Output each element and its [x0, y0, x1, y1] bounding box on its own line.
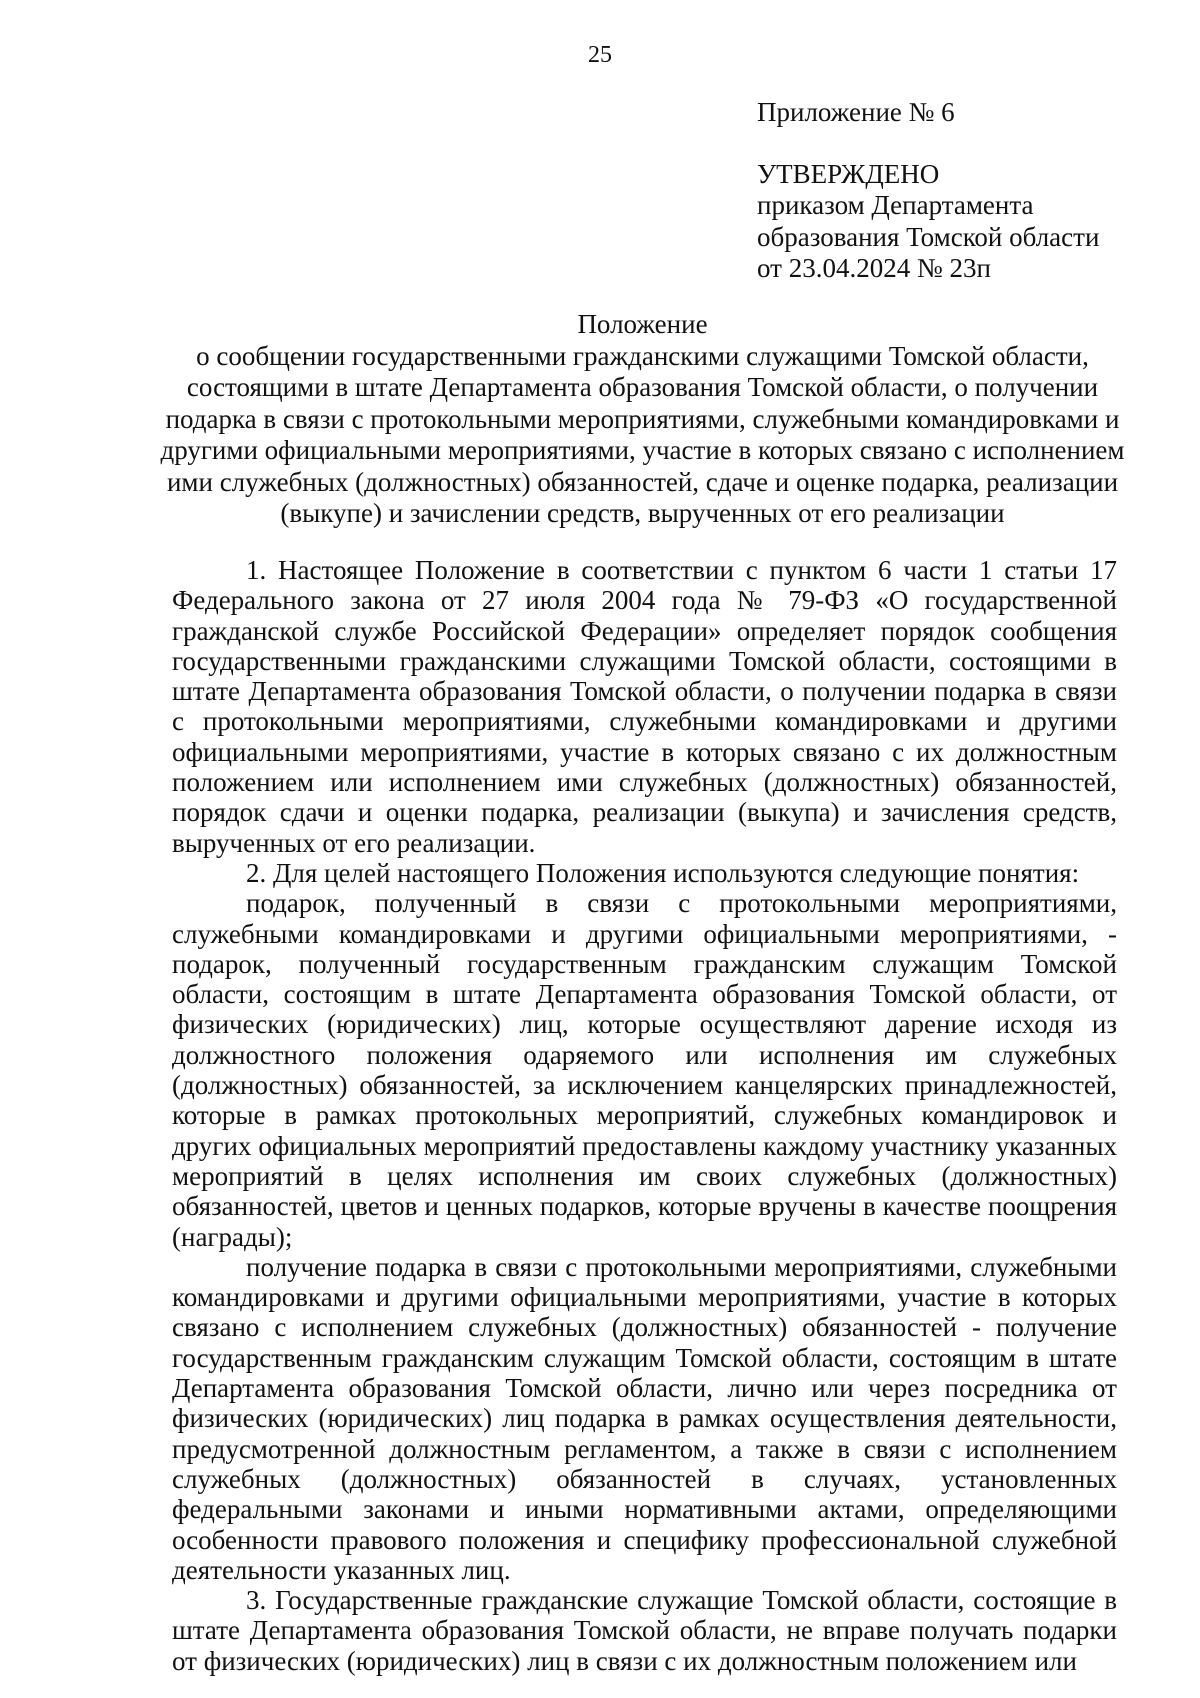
document-title [160, 309, 1125, 530]
approved-by-line-1: приказом Департамента [757, 190, 1034, 220]
definition-receiving-gift: получение подарка в связи с протокольными мероприятиями, служебными командировками и другими официальными мероприятиями, участие в которых связано с исполнением служебных (должностных) обязанностей - получение государственным гражданским служащим Томской области, состоящим в штате Департамента образования Томской области, лично или через посредника от физических (юридических) лиц подарка в рамках осуществления деятельности, предусмотренной должностным регламентом, а также в связи с исполнением служебных (должностных) обязанностей в случаях, установленных федеральными законами и иными нормативными актами, определяющими особенности правового положения и специфику профессиональной служебной деятельности указанных лиц. [172, 1251, 1117, 1585]
approval-block [757, 97, 1157, 285]
title-line: (выкупе) и зачислении средств, вырученных от его реализации [280, 498, 1005, 528]
title-line: другими официальными мероприятиями, участие в которых связано с исполнением [160, 435, 1125, 465]
title-heading: Положение [577, 309, 708, 339]
paragraph-2: 2. Для целей настоящего Положения используются следующие понятия: [246, 857, 1080, 888]
title-line: состоящими в штате Департамента образования Томской области, о получении [186, 372, 1099, 402]
title-line: о сообщении государственными гражданскими служащими Томской области, [196, 340, 1089, 371]
approved-by-line-2: образования Томской области [757, 221, 1100, 252]
paragraph-3: 3. Государственные гражданские служащие Томской области, состоящие в штате Департамента образования Томской области, не вправе получать подарки от физических (юридических) лиц в связи с их должностным положением или [172, 1585, 1117, 1676]
paragraph-1: 1. Настоящее Положение в соответствии с пунктом 6 части 1 статьи 17 Федерального закона от 27 июля 2004 года № 79-ФЗ «О государственной гражданской службе Российской Федерации» определяет порядок сообщения государственными гражданскими служащими Томской области, состоящими в штате Департамента образования Томской области, о получении подарка в связи с протокольными мероприятиями, служебными командировками и другими официальными мероприятиями, участие в которых связано с их должностным положением или исполнением ими служебных (должностных) обязанностей, порядок сдачи и оценки подарка, реализации (выкупа) и зачисления средств, вырученных от его реализации. [172, 555, 1117, 858]
title-line: подарка в связи с протокольными мероприятиями, служебными командировками и [165, 403, 1120, 434]
annex-label: Приложение № 6 [757, 97, 955, 127]
document-body [172, 555, 1117, 1676]
page-number: 25 [588, 42, 612, 68]
approved-by-line-3: от 23.04.2024 № 23п [757, 253, 991, 283]
title-line: ими служебных (должностных) обязанностей, сдаче и оценке подарка, реализации [166, 466, 1119, 497]
approved-label: УТВЕРЖДЕНО [757, 158, 940, 189]
definition-gift: подарок, полученный в связи с протокольными мероприятиями, служебными командировками и другими официальными мероприятиями, - подарок, полученный государственным гражданским служащим Томской области, состоящим в штате Департамента образования Томской области, от физических (юридических) лиц, которые осуществляют дарение исходя из должностного положения одаряемого или исполнения им служебных (должностных) обязанностей, за исключением канцелярских принадлежностей, которые в рамках протокольных мероприятий, служебных командировок и других официальных мероприятий предоставлены каждому участнику указанных мероприятий в целях исполнения им своих служебных (должностных) обязанностей, цветов и ценных подарков, которые вручены в качестве поощрения (награды); [172, 888, 1117, 1252]
